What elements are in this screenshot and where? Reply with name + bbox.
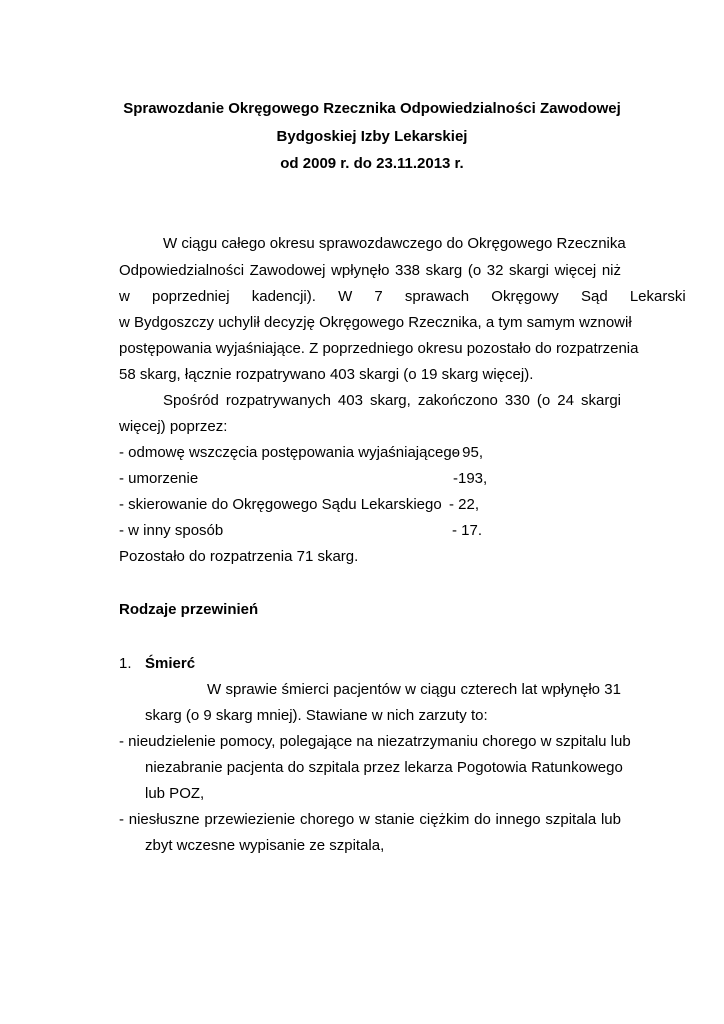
- report-title-line-1: Sprawozdanie Okręgowego Rzecznika Odpowiedzialności Zawodowej: [123, 100, 621, 117]
- remaining-complaints: Pozostało do rozpatrzenia 71 skarg.: [119, 548, 359, 565]
- intro-line-2: Odpowiedzialności Zawodowej wpłynęło 338 skarg (o 32 skargi więcej niż: [119, 262, 621, 279]
- outcome-value-refusal: - 95,: [453, 444, 484, 461]
- intro-line-5: postępowania wyjaśniające. Z poprzedniego okresu pozostało do rozpatrzenia: [119, 340, 639, 357]
- item-1-bullet-1-line-1: - nieudzielenie pomocy, polegające na niezatrzymaniu chorego w szpitalu lub: [119, 733, 631, 750]
- intro-line-6: 58 skarg, łącznie rozpatrywano 403 skargi (o 19 skarg więcej).: [119, 366, 534, 383]
- item-1-number: 1.: [119, 655, 132, 672]
- report-title-line-2: Bydgoskiej Izby Lekarskiej: [276, 128, 468, 145]
- item-1-title: Śmierć: [145, 655, 196, 672]
- outcome-value-discontinuation: -193,: [453, 470, 488, 487]
- item-1-line-2: skarg (o 9 skarg mniej). Stawiane w nich zarzuty to:: [145, 707, 488, 724]
- intro-line-3: w poprzedniej kadencji). W 7 sprawach Okręgowy Sąd Lekarski: [119, 288, 686, 305]
- outcome-label-other: - w inny sposób: [119, 522, 224, 539]
- outcome-label-court-referral: - skierowanie do Okręgowego Sądu Lekarskiego: [119, 496, 442, 513]
- intro-line-4: w Bydgoszczy uchylił decyzję Okręgowego Rzecznika, a tym samym wznowił: [119, 314, 632, 331]
- item-1-bullet-2-line-1: - niesłuszne przewiezienie chorego w stanie ciężkim do innego szpitala lub: [119, 811, 621, 828]
- summary-line-1: Spośród rozpatrywanych 403 skarg, zakończono 330 (o 24 skargi: [163, 392, 621, 409]
- outcome-value-court-referral: - 22,: [449, 496, 480, 513]
- item-1-bullet-1-line-3: lub POZ,: [145, 785, 205, 802]
- report-title-line-3: od 2009 r. do 23.11.2013 r.: [280, 155, 464, 172]
- outcome-label-refusal: - odmowę wszczęcia postępowania wyjaśniającego: [119, 444, 461, 461]
- section-heading-offence-types: Rodzaje przewinień: [119, 601, 259, 618]
- summary-line-2: więcej) poprzez:: [119, 418, 228, 435]
- outcome-label-discontinuation: - umorzenie: [119, 470, 199, 487]
- item-1-line-1: W sprawie śmierci pacjentów w ciągu czterech lat wpłynęło 31: [207, 681, 621, 698]
- item-1-bullet-1-line-2: niezabranie pacjenta do szpitala przez lekarza Pogotowia Ratunkowego: [145, 759, 623, 776]
- intro-line-1: W ciągu całego okresu sprawozdawczego do Okręgowego Rzecznika: [163, 235, 626, 252]
- item-1-bullet-2-line-2: zbyt wczesne wypisanie ze szpitala,: [145, 837, 385, 854]
- outcome-value-other: - 17.: [452, 522, 483, 539]
